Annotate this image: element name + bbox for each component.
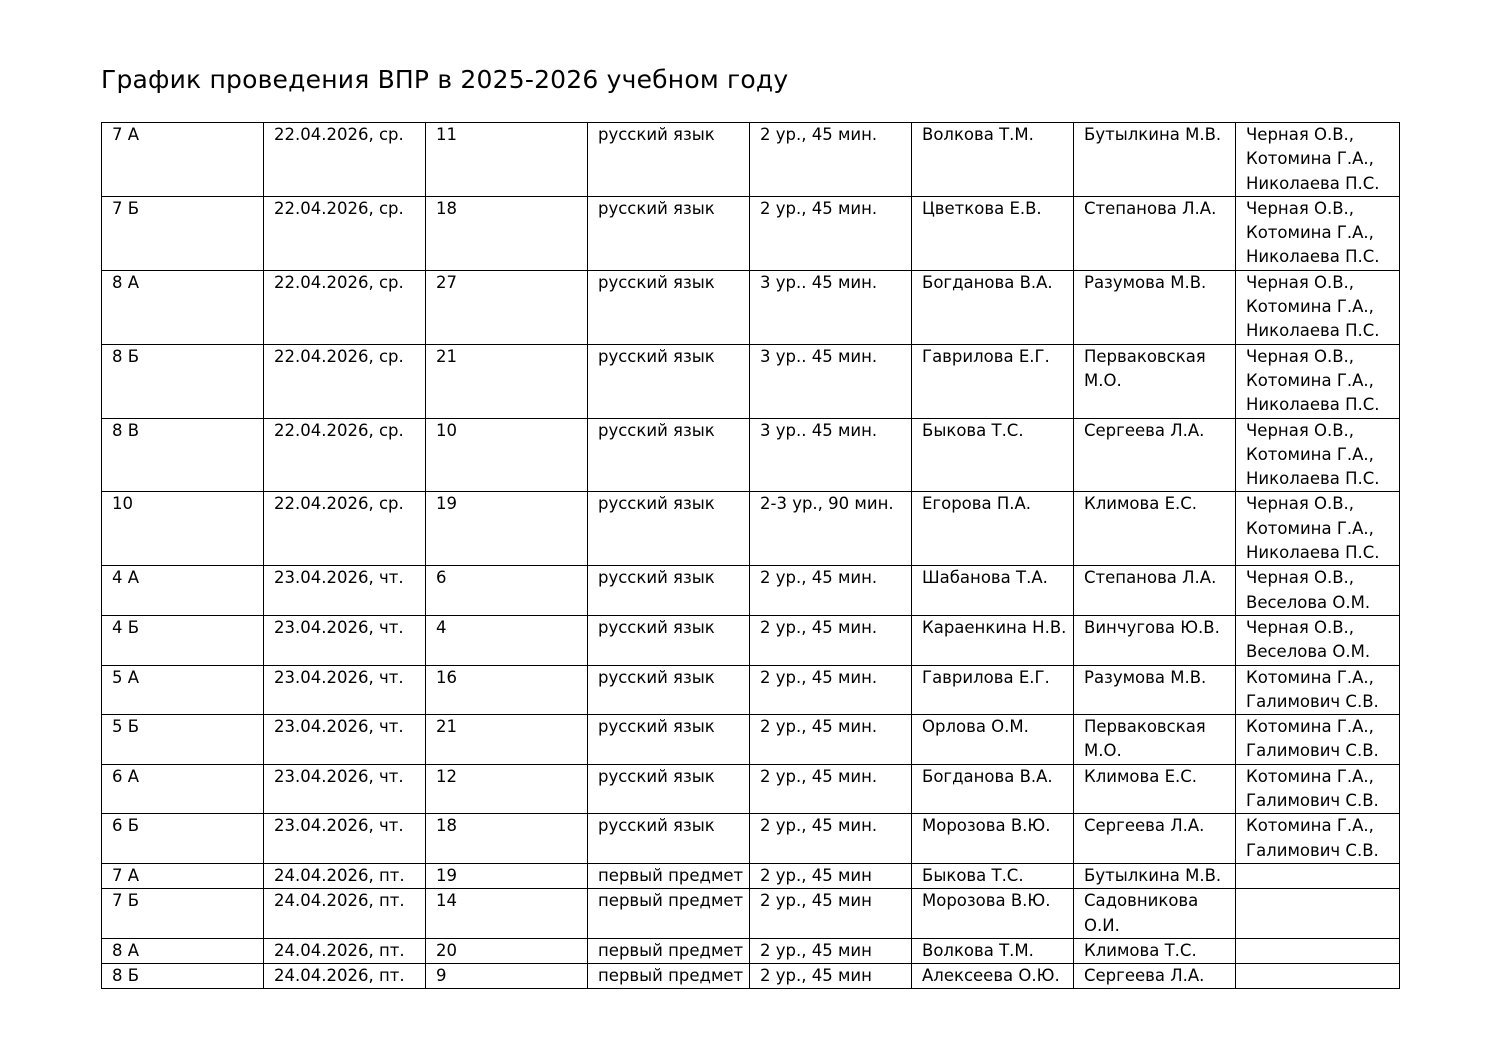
experts-cell-line: Котомина Г.А., <box>1246 149 1374 169</box>
assistant-cell-line: Климова Т.С. <box>1084 940 1197 960</box>
student-count-cell-text: 6 <box>436 568 447 588</box>
time-cell-text: 2 ур., 45 мин <box>760 966 872 986</box>
subject-cell <box>588 418 750 492</box>
experts-cell <box>1236 492 1400 566</box>
organizer-cell <box>912 566 1074 616</box>
experts-cell <box>1236 270 1400 344</box>
experts-cell-line: Галимович С.В. <box>1246 840 1379 860</box>
class-cell <box>102 492 264 566</box>
organizer-cell <box>912 270 1074 344</box>
organizer-cell <box>912 889 1074 939</box>
experts-cell <box>1236 814 1400 864</box>
time-cell-text: 2 ур., 45 мин <box>760 940 872 960</box>
organizer-cell-line: Морозова В.Ю. <box>922 891 1051 911</box>
experts-cell-line: Черная О.В., <box>1246 494 1355 514</box>
experts-cell <box>1236 123 1400 197</box>
subject-cell <box>588 863 750 888</box>
date-cell-text: 23.04.2026, чт. <box>274 617 404 637</box>
student-count-cell-text: 20 <box>436 940 457 960</box>
organizer-cell <box>912 123 1074 197</box>
subject-cell <box>588 665 750 715</box>
student-count-cell <box>426 889 588 939</box>
organizer-cell <box>912 344 1074 418</box>
subject-cell <box>588 123 750 197</box>
experts-cell-line: Котомина Г.А., <box>1246 297 1374 317</box>
class-cell-text: 7 Б <box>112 891 140 911</box>
class-cell-text: 4 Б <box>112 617 140 637</box>
experts-cell-line: Черная О.В., <box>1246 420 1355 440</box>
organizer-cell-line: Морозова В.Ю. <box>922 816 1051 836</box>
time-cell <box>750 715 912 765</box>
student-count-cell <box>426 615 588 665</box>
organizer-cell <box>912 196 1074 270</box>
assistant-cell-line: Бутылкина М.В. <box>1084 125 1222 144</box>
time-cell <box>750 863 912 888</box>
subject-cell <box>588 492 750 566</box>
organizer-cell <box>912 715 1074 765</box>
table-row <box>102 344 1400 418</box>
experts-cell <box>1236 665 1400 715</box>
table-row <box>102 814 1400 864</box>
class-cell-text: 8 В <box>112 420 140 440</box>
subject-cell <box>588 814 750 864</box>
experts-cell-line: Котомина Г.А., <box>1246 717 1374 737</box>
date-cell <box>264 123 426 197</box>
organizer-cell <box>912 938 1074 963</box>
organizer-cell-line: Алексеева О.Ю. <box>922 966 1060 986</box>
student-count-cell-text: 19 <box>436 494 457 514</box>
date-cell-text: 23.04.2026, чт. <box>274 717 404 737</box>
student-count-cell <box>426 566 588 616</box>
time-cell-text: 2-3 ур., 90 мин. <box>760 494 894 514</box>
assistant-cell-line: Климова Е.С. <box>1084 494 1198 514</box>
class-cell <box>102 814 264 864</box>
class-cell <box>102 764 264 814</box>
organizer-cell-line: Быкова Т.С. <box>922 420 1024 440</box>
assistant-cell <box>1074 418 1236 492</box>
subject-cell-text: русский язык <box>598 717 715 737</box>
organizer-cell-line: Гаврилова Е.Г. <box>922 667 1050 687</box>
assistant-cell <box>1074 863 1236 888</box>
date-cell-text: 23.04.2026, чт. <box>274 816 404 836</box>
time-cell <box>750 270 912 344</box>
time-cell <box>750 814 912 864</box>
student-count-cell-text: 18 <box>436 816 457 836</box>
student-count-cell <box>426 344 588 418</box>
table-row <box>102 615 1400 665</box>
subject-cell-text: русский язык <box>598 617 715 637</box>
experts-cell-line: Галимович С.В. <box>1246 691 1379 711</box>
class-cell <box>102 123 264 197</box>
date-cell <box>264 270 426 344</box>
experts-cell-line: Галимович С.В. <box>1246 791 1379 811</box>
assistant-cell-line: О.И. <box>1084 915 1120 935</box>
assistant-cell-line: Разумова М.В. <box>1084 667 1207 687</box>
organizer-cell-line: Волкова Т.М. <box>922 125 1034 144</box>
class-cell <box>102 196 264 270</box>
student-count-cell-text: 21 <box>436 346 457 366</box>
subject-cell <box>588 344 750 418</box>
student-count-cell <box>426 123 588 197</box>
experts-cell <box>1236 566 1400 616</box>
assistant-cell-line: Степанова Л.А. <box>1084 198 1217 218</box>
date-cell-text: 22.04.2026, ср. <box>274 494 404 514</box>
time-cell-text: 2 ур., 45 мин. <box>760 568 878 588</box>
class-cell <box>102 615 264 665</box>
date-cell-text: 22.04.2026, ср. <box>274 198 404 218</box>
student-count-cell <box>426 715 588 765</box>
assistant-cell <box>1074 764 1236 814</box>
organizer-cell-line: Караенкина Н.В. <box>922 617 1067 637</box>
subject-cell-text: русский язык <box>598 494 715 514</box>
experts-cell-line: Черная О.В., <box>1246 272 1355 292</box>
experts-cell-line: Котомина Г.А., <box>1246 370 1374 390</box>
table-row <box>102 938 1400 963</box>
assistant-cell <box>1074 270 1236 344</box>
subject-cell-text: первый предмет <box>598 940 744 960</box>
class-cell <box>102 889 264 939</box>
student-count-cell-text: 10 <box>436 420 457 440</box>
student-count-cell-text: 12 <box>436 766 457 786</box>
time-cell-text: 2 ур., 45 мин. <box>760 816 878 836</box>
class-cell-text: 4 А <box>112 568 140 588</box>
class-cell-text: 7 А <box>112 125 140 144</box>
class-cell <box>102 938 264 963</box>
time-cell-text: 3 ур.. 45 мин. <box>760 272 878 292</box>
assistant-cell <box>1074 492 1236 566</box>
subject-cell-text: русский язык <box>598 272 715 292</box>
organizer-cell-line: Шабанова Т.А. <box>922 568 1048 588</box>
class-cell-text: 6 А <box>112 766 140 786</box>
student-count-cell <box>426 814 588 864</box>
time-cell <box>750 889 912 939</box>
experts-cell-line: Николаева П.С. <box>1246 321 1380 341</box>
experts-cell <box>1236 764 1400 814</box>
student-count-cell-text: 18 <box>436 198 457 218</box>
assistant-cell <box>1074 938 1236 963</box>
student-count-cell-text: 16 <box>436 667 457 687</box>
class-cell-text: 8 Б <box>112 966 140 986</box>
experts-cell-line: Галимович С.В. <box>1246 741 1379 761</box>
time-cell <box>750 764 912 814</box>
class-cell-text: 5 А <box>112 667 140 687</box>
class-cell <box>102 270 264 344</box>
time-cell <box>750 938 912 963</box>
date-cell <box>264 615 426 665</box>
experts-cell <box>1236 889 1400 939</box>
class-cell-text: 8 Б <box>112 346 140 366</box>
time-cell <box>750 615 912 665</box>
assistant-cell <box>1074 566 1236 616</box>
time-cell <box>750 964 912 989</box>
class-cell-text: 8 А <box>112 940 140 960</box>
experts-cell <box>1236 715 1400 765</box>
time-cell-text: 3 ур.. 45 мин. <box>760 420 878 440</box>
date-cell-text: 23.04.2026, чт. <box>274 568 404 588</box>
student-count-cell <box>426 418 588 492</box>
organizer-cell-line: Гаврилова Е.Г. <box>922 346 1050 366</box>
experts-cell <box>1236 938 1400 963</box>
class-cell <box>102 964 264 989</box>
table-row <box>102 196 1400 270</box>
student-count-cell-text: 14 <box>436 891 457 911</box>
subject-cell <box>588 889 750 939</box>
experts-cell-line: Котомина Г.А., <box>1246 223 1374 243</box>
experts-cell <box>1236 964 1400 989</box>
table-row <box>102 665 1400 715</box>
assistant-cell <box>1074 814 1236 864</box>
time-cell-text: 2 ур., 45 мин. <box>760 667 878 687</box>
table-row <box>102 715 1400 765</box>
class-cell <box>102 418 264 492</box>
assistant-cell-line: Сергеева Л.А. <box>1084 966 1205 986</box>
assistant-cell-line: Климова Е.С. <box>1084 766 1198 786</box>
experts-cell-line: Веселова О.М. <box>1246 642 1371 662</box>
experts-cell-line: Котомина Г.А., <box>1246 766 1374 786</box>
subject-cell-text: русский язык <box>598 667 715 687</box>
date-cell-text: 23.04.2026, чт. <box>274 766 404 786</box>
subject-cell <box>588 196 750 270</box>
date-cell <box>264 764 426 814</box>
class-cell-text: 10 <box>112 494 133 514</box>
experts-cell <box>1236 418 1400 492</box>
table-row <box>102 889 1400 939</box>
experts-cell-line: Черная О.В., <box>1246 617 1355 637</box>
student-count-cell-text: 9 <box>436 966 447 986</box>
subject-cell-text: русский язык <box>598 125 715 144</box>
assistant-cell <box>1074 665 1236 715</box>
date-cell <box>264 889 426 939</box>
table-row <box>102 492 1400 566</box>
subject-cell-text: первый предмет <box>598 966 744 986</box>
subject-cell-text: русский язык <box>598 420 715 440</box>
time-cell-text: 2 ур., 45 мин. <box>760 766 878 786</box>
class-cell <box>102 566 264 616</box>
student-count-cell <box>426 665 588 715</box>
experts-cell-line: Николаева П.С. <box>1246 395 1380 415</box>
experts-cell-line: Черная О.В., <box>1246 346 1355 366</box>
time-cell <box>750 492 912 566</box>
student-count-cell <box>426 270 588 344</box>
assistant-cell-line: Перваковская <box>1084 717 1206 737</box>
experts-cell <box>1236 344 1400 418</box>
experts-cell-line: Черная О.В., <box>1246 568 1355 588</box>
subject-cell-text: первый предмет <box>598 891 744 911</box>
subject-cell <box>588 764 750 814</box>
time-cell <box>750 665 912 715</box>
organizer-cell <box>912 964 1074 989</box>
experts-cell-line: Котомина Г.А., <box>1246 444 1374 464</box>
subject-cell <box>588 715 750 765</box>
assistant-cell <box>1074 344 1236 418</box>
experts-cell-line: Котомина Г.А., <box>1246 667 1374 687</box>
date-cell <box>264 566 426 616</box>
organizer-cell <box>912 814 1074 864</box>
assistant-cell-line: Разумова М.В. <box>1084 272 1207 292</box>
subject-cell-text: русский язык <box>598 568 715 588</box>
assistant-cell-line: Сергеева Л.А. <box>1084 816 1205 836</box>
time-cell-text: 2 ур., 45 мин. <box>760 617 878 637</box>
organizer-cell-line: Цветкова Е.В. <box>922 198 1042 218</box>
experts-cell <box>1236 196 1400 270</box>
date-cell <box>264 665 426 715</box>
student-count-cell <box>426 764 588 814</box>
assistant-cell-line: М.О. <box>1084 370 1122 390</box>
date-cell <box>264 344 426 418</box>
experts-cell-line: Черная О.В., <box>1246 125 1355 144</box>
subject-cell-text: русский язык <box>598 766 715 786</box>
class-cell-text: 8 А <box>112 272 140 292</box>
class-cell <box>102 863 264 888</box>
assistant-cell <box>1074 964 1236 989</box>
class-cell <box>102 344 264 418</box>
subject-cell-text: русский язык <box>598 346 715 366</box>
time-cell-text: 2 ур., 45 мин. <box>760 125 878 144</box>
student-count-cell <box>426 964 588 989</box>
assistant-cell-line: Степанова Л.А. <box>1084 568 1217 588</box>
date-cell-text: 22.04.2026, ср. <box>274 125 404 144</box>
date-cell-text: 23.04.2026, чт. <box>274 667 404 687</box>
assistant-cell-line: Винчугова Ю.В. <box>1084 617 1220 637</box>
experts-cell-line: Николаева П.С. <box>1246 247 1380 267</box>
class-cell <box>102 715 264 765</box>
date-cell <box>264 492 426 566</box>
experts-cell-line: Котомина Г.А., <box>1246 518 1374 538</box>
date-cell <box>264 418 426 492</box>
table-row <box>102 566 1400 616</box>
assistant-cell <box>1074 715 1236 765</box>
experts-cell-line: Николаева П.С. <box>1246 173 1380 193</box>
date-cell <box>264 196 426 270</box>
table-row <box>102 764 1400 814</box>
experts-cell-line: Веселова О.М. <box>1246 592 1371 612</box>
subject-cell-text: русский язык <box>598 816 715 836</box>
experts-cell-line: Черная О.В., <box>1246 198 1355 218</box>
time-cell-text: 3 ур.. 45 мин. <box>760 346 878 366</box>
table-row <box>102 270 1400 344</box>
date-cell <box>264 938 426 963</box>
time-cell <box>750 566 912 616</box>
assistant-cell <box>1074 889 1236 939</box>
time-cell <box>750 196 912 270</box>
organizer-cell <box>912 615 1074 665</box>
student-count-cell <box>426 492 588 566</box>
date-cell-text: 22.04.2026, ср. <box>274 420 404 440</box>
assistant-cell <box>1074 615 1236 665</box>
subject-cell <box>588 938 750 963</box>
time-cell-text: 2 ур., 45 мин <box>760 891 872 911</box>
student-count-cell <box>426 196 588 270</box>
time-cell-text: 2 ур., 45 мин. <box>760 198 878 218</box>
experts-cell-line: Николаева П.С. <box>1246 543 1380 563</box>
organizer-cell <box>912 863 1074 888</box>
experts-cell-line: Николаева П.С. <box>1246 469 1380 489</box>
table-row <box>102 964 1400 989</box>
date-cell-text: 24.04.2026, пт. <box>274 940 405 960</box>
assistant-cell-line: Перваковская <box>1084 346 1206 366</box>
class-cell-text: 5 Б <box>112 717 140 737</box>
subject-cell-text: первый предмет <box>598 865 744 885</box>
student-count-cell-text: 27 <box>436 272 457 292</box>
assistant-cell <box>1074 196 1236 270</box>
organizer-cell-line: Быкова Т.С. <box>922 865 1024 885</box>
student-count-cell <box>426 863 588 888</box>
organizer-cell <box>912 764 1074 814</box>
student-count-cell-text: 4 <box>436 617 447 637</box>
time-cell-text: 2 ур., 45 мин. <box>760 717 878 737</box>
class-cell-text: 7 Б <box>112 198 140 218</box>
student-count-cell-text: 21 <box>436 717 457 737</box>
class-cell-text: 7 А <box>112 865 140 885</box>
date-cell-text: 24.04.2026, пт. <box>274 891 405 911</box>
organizer-cell-line: Волкова Т.М. <box>922 940 1034 960</box>
date-cell <box>264 964 426 989</box>
student-count-cell <box>426 938 588 963</box>
time-cell <box>750 418 912 492</box>
organizer-cell-line: Егорова П.А. <box>922 494 1032 514</box>
time-cell-text: 2 ур., 45 мин <box>760 865 872 885</box>
organizer-cell <box>912 492 1074 566</box>
experts-cell-line: Котомина Г.А., <box>1246 816 1374 836</box>
time-cell <box>750 344 912 418</box>
assistant-cell-line: Бутылкина М.В. <box>1084 865 1222 885</box>
subject-cell <box>588 964 750 989</box>
class-cell-text: 6 Б <box>112 816 140 836</box>
organizer-cell-line: Богданова В.А. <box>922 766 1053 786</box>
schedule-table <box>101 122 1400 989</box>
time-cell <box>750 123 912 197</box>
page-title: График проведения ВПР в 2025-2026 учебном году <box>101 65 789 94</box>
assistant-cell <box>1074 123 1236 197</box>
date-cell-text: 22.04.2026, ср. <box>274 272 404 292</box>
experts-cell <box>1236 863 1400 888</box>
subject-cell <box>588 615 750 665</box>
date-cell-text: 22.04.2026, ср. <box>274 346 404 366</box>
subject-cell <box>588 270 750 344</box>
student-count-cell-text: 19 <box>436 865 457 885</box>
table-row <box>102 418 1400 492</box>
student-count-cell-text: 11 <box>436 125 457 144</box>
schedule-body <box>102 123 1400 989</box>
class-cell <box>102 665 264 715</box>
date-cell-text: 24.04.2026, пт. <box>274 865 405 885</box>
subject-cell <box>588 566 750 616</box>
table-row <box>102 863 1400 888</box>
organizer-cell <box>912 418 1074 492</box>
organizer-cell <box>912 665 1074 715</box>
assistant-cell-line: М.О. <box>1084 741 1122 761</box>
date-cell <box>264 814 426 864</box>
table-row <box>102 123 1400 197</box>
date-cell <box>264 863 426 888</box>
organizer-cell-line: Орлова О.М. <box>922 717 1029 737</box>
assistant-cell-line: Садовникова <box>1084 891 1199 911</box>
subject-cell-text: русский язык <box>598 198 715 218</box>
organizer-cell-line: Богданова В.А. <box>922 272 1053 292</box>
assistant-cell-line: Сергеева Л.А. <box>1084 420 1205 440</box>
experts-cell <box>1236 615 1400 665</box>
date-cell <box>264 715 426 765</box>
date-cell-text: 24.04.2026, пт. <box>274 966 405 986</box>
